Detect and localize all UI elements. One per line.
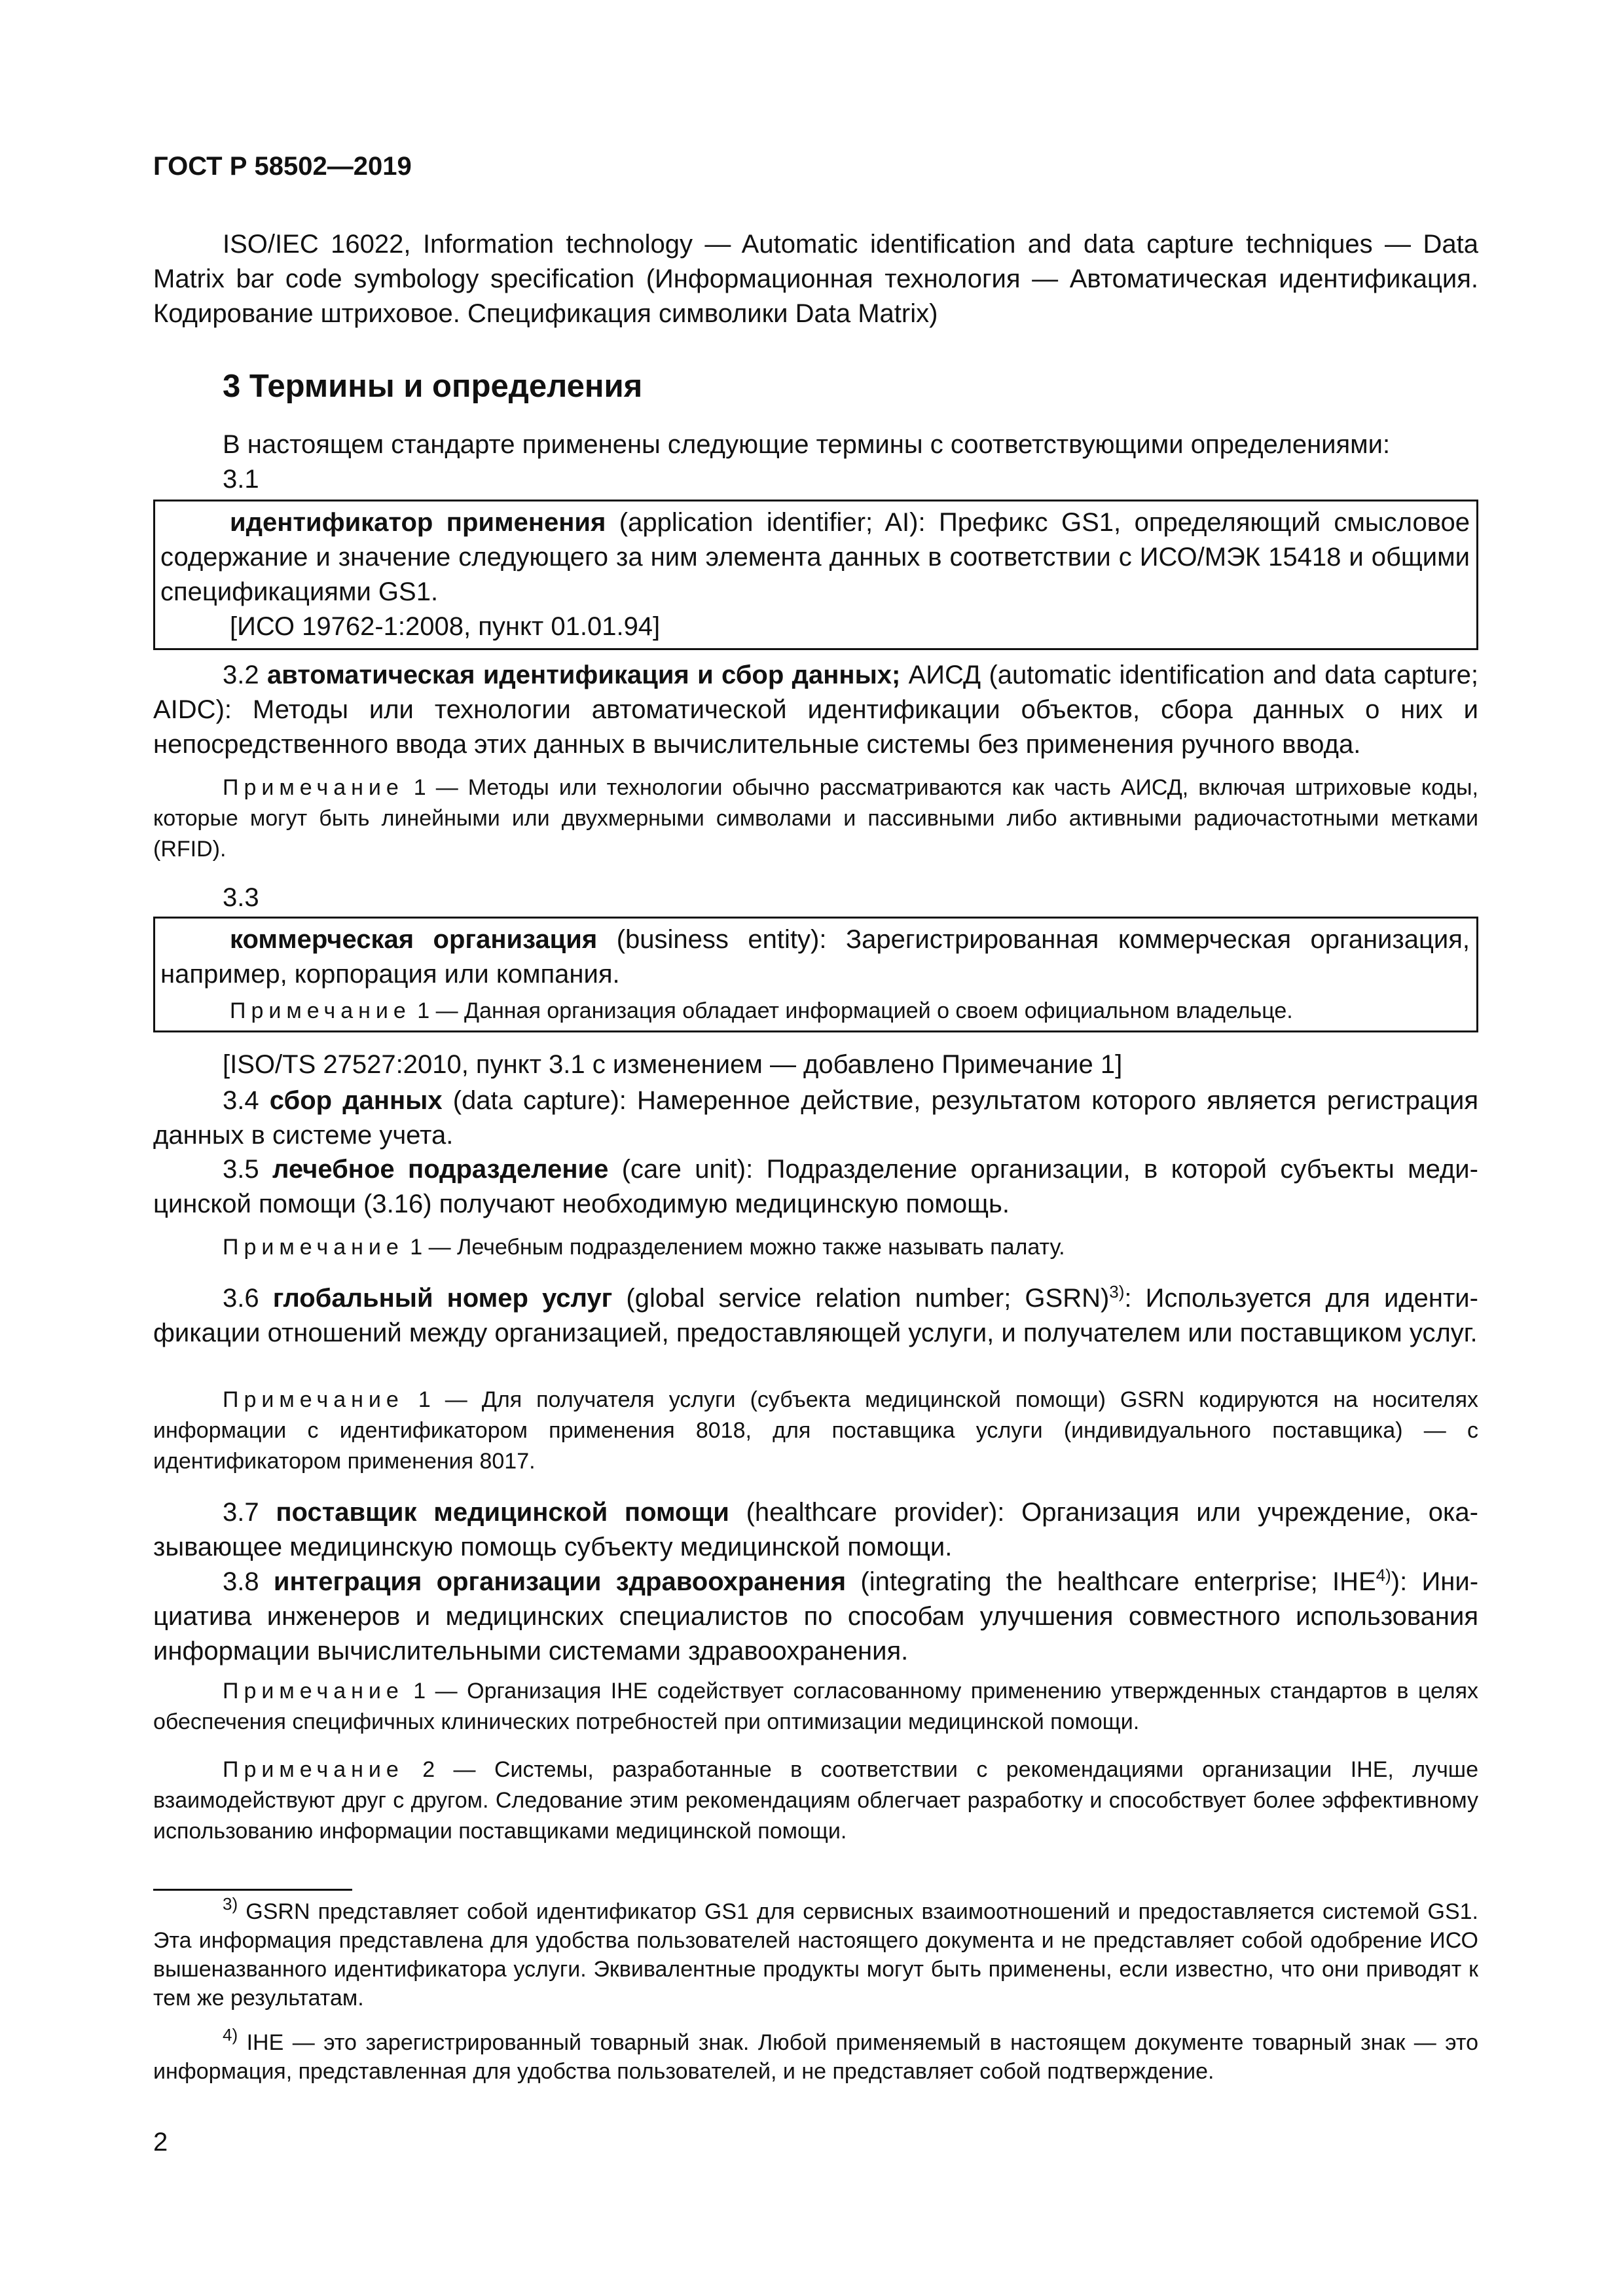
term-name: лечебное подразделение [272,1155,609,1184]
term-number: 3.6 [223,1284,259,1313]
document-code-header: ГОСТ Р 58502—2019 [153,152,412,181]
footnote-mark: 4) [223,2025,238,2045]
term-name: автоматическая идентификация и сбор данных; [266,661,901,689]
term-text: (business entity): Зарегистрированная коммерческая организация, например, корпорация или компания. [160,925,1470,989]
term-number: 3.7 [223,1498,259,1527]
section-heading: 3 Термины и определения [223,369,643,404]
note-label: Примечание [223,1757,404,1782]
term-text: (healthcare provider): Организация или учреждение, оказывающее медицинскую помощь субъекту медицинской помощи. [153,1498,1478,1561]
note-label: Примечание [223,1679,404,1704]
term-text: (integrating the healthcare enterprise; IHE [846,1567,1376,1596]
term-3-5 [153,1152,1478,1222]
footnote-mark: 3) [223,1894,238,1914]
note-3-2 [153,773,1478,865]
term-3-7 [153,1495,1478,1565]
footnote-text: GSRN представляет собой идентификатор GS1 для сервисных взаимоотношений и предоставляется системой GS1. Эта информация представлена для удобства пользователей настоящего документа и не представляет собой одобрение ИСО вышеназванного идентификатора услуги. Эквивалентные продукты могут быть применены, если известно, что они приводят к тем же результатам. [153,1899,1478,2011]
term-source: [ИСО 19762-1:2008, пункт 01.01.94] [230,612,661,641]
footnote-divider [153,1889,352,1891]
term-name: коммерческая организация [230,925,598,954]
term-name: идентификатор применения [230,508,606,537]
note-text: 1 — Методы или технологии обычно рассматриваются как часть АИСД, включая штриховые коды, которые могут быть линейными или двухмерными символами и пассивными либо активными радиочастотными метками (RFID). [153,775,1478,862]
footnote-text: IHE — это зарегистрированный товарный знак. Любой применяемый в настоящем документе товарный знак — это информация, представленная для удобства пользователей, и не представляет собой подтверждение. [153,2030,1478,2084]
note-3-6 [153,1385,1478,1477]
note-3-5 [153,1232,1478,1263]
footnote-4 [153,2025,1478,2086]
term-text: (care unit): Подразделение организации, в которой субъекты медицинской помощи (3.16) получают необходимую медицинскую помощь. [153,1155,1478,1218]
term-text: (data capture): Намеренное действие, результатом которого является регистрация данных в системе учета. [153,1086,1479,1150]
note-text: 1 — Данная организация обладает информацией о своем официальном владельце. [410,998,1293,1023]
term-definition [160,922,1470,992]
note-3-8-2 [153,1755,1478,1847]
footnote-3 [153,1894,1478,2013]
term-name: сбор данных [269,1086,443,1115]
section-intro: В настоящем стандарте применены следующие термины с соответствующими определениями: [223,430,1391,459]
term-text: ): Инициатива инженеров и медицинских специалистов по способам улучшения совместного использования информации вычислительными системами здравоохранения. [153,1567,1479,1666]
note-text: 1 — Для получателя услуги (субъекта медицинской помощи) GSRN кодируются на носителях информации с идентификатором применения 8018, для поставщика услуги (индивидуального поставщика) — с идентификатором применения 8017. [153,1387,1478,1474]
note-3-3 [160,996,1470,1027]
term-3-4 [153,1084,1478,1153]
term-source-3-3: [ISO/TS 27527:2010, пункт 3.1 с изменением — добавлено Примечание 1] [223,1050,1123,1079]
term-definition [160,505,1470,610]
term-name: интеграция организации здравоохранения [273,1567,847,1596]
note-label: Примечание [230,998,411,1023]
term-text: (application identifier; AI): Префикс GS1, определяющий смысловое содержание и значение следующего за ним элемента данных в соответствии с ИСО/МЭК 15418 и общими спецификациями GS1. [160,508,1470,606]
note-label: Примечание [223,775,404,800]
footnote-ref: 4) [1376,1565,1391,1585]
term-3-2 [153,658,1478,762]
note-text: 1 — Организация IHE содействует согласованному применению утвержденных стандартов в целях обеспечения специфичных клинических потребностей при оптимизации медицинской помощи. [153,1679,1478,1734]
term-text: (global service relation number; GSRN) [612,1284,1110,1313]
note-text: 1 — Лечебным подразделением можно также называть палату. [403,1235,1065,1260]
term-3-6 [153,1281,1478,1351]
normative-reference-iso-16022: ISO/IEC 16022, Information technology — Automatic identification and data capture techniques — Data Matrix bar code symbology specification (Информационная технология — Автоматическая идентификация. Кодирование штриховое. Спецификация символики Data Matrix) [153,230,1478,328]
page-number: 2 [153,2128,168,2157]
term-number: 3.8 [223,1567,259,1596]
term-number: 3.3 [223,883,259,912]
term-text: АИСД (automatic identification and data capture; AIDC): Методы или технологии автоматической идентификации объектов, сбора данных о них и непосредственного ввода этих данных в вычислительные системы без применения ручного ввода. [153,661,1478,759]
term-box-3-3 [153,917,1478,1032]
term-text: : Используется для идентификации отношений между организацией, предоставляющей услуги, и получателем или поставщиком услуг. [153,1284,1478,1347]
note-text: 2 — Системы, разработанные в соответствии с рекомендациями организации IHE, лучше взаимодействуют друг с другом. Следование этим рекомендациям облегчает разработку и способствует более эффективному использованию информации поставщиками медицинской помощи. [153,1757,1478,1844]
note-label: Примечание [223,1387,404,1412]
footnote-ref: 3) [1109,1282,1125,1302]
term-name: поставщик медицинской помощи [276,1498,729,1527]
term-3-8 [153,1565,1478,1669]
term-box-3-1 [153,500,1478,650]
note-3-8-1 [153,1676,1478,1738]
term-number: 3.5 [223,1155,259,1184]
term-name: глобальный номер услуг [272,1284,613,1313]
term-number: 3.2 [223,661,259,689]
note-label: Примечание [223,1235,404,1260]
term-number: 3.4 [223,1086,259,1115]
term-number: 3.1 [223,465,259,494]
